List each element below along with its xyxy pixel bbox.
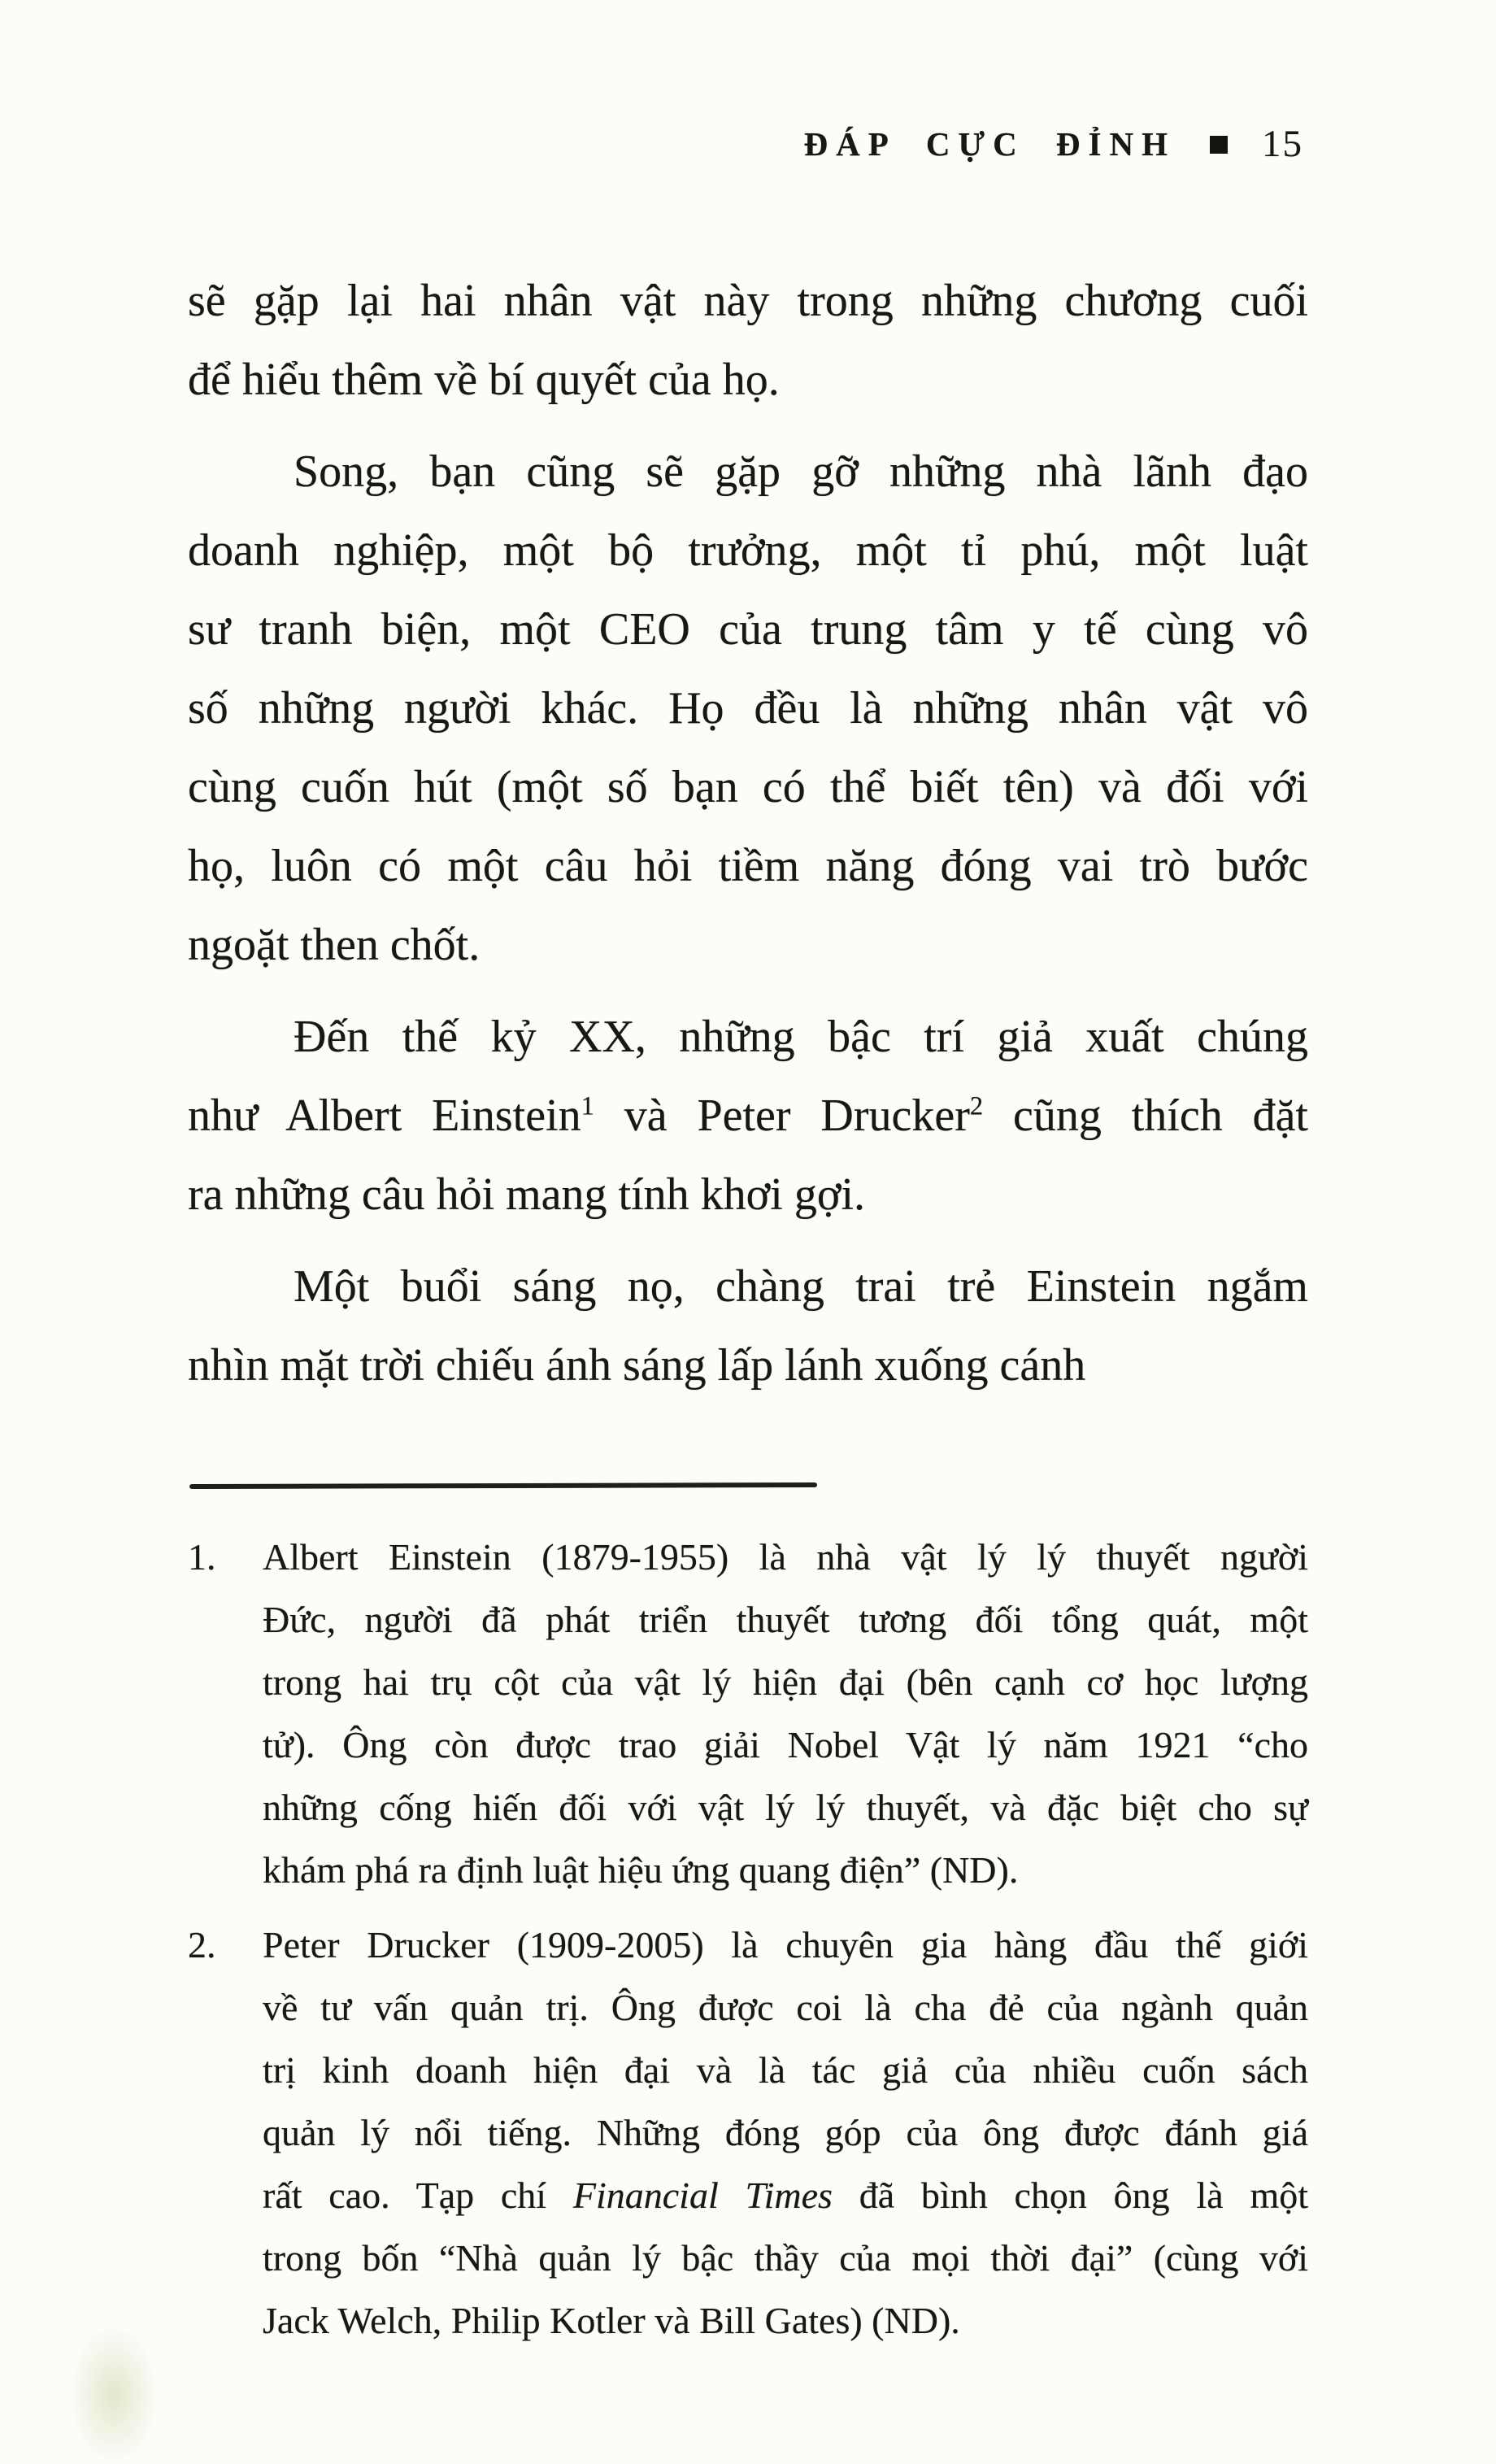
running-header: [804, 122, 1303, 166]
footnote: [188, 1526, 1308, 1901]
italic-text-run: Financial Times: [572, 2175, 833, 2216]
text-run: họ, luôn có một câu hỏi tiềm năng đóng vai trò bước: [188, 841, 1308, 891]
text-run: để hiểu thêm về bí quyết của họ.: [188, 355, 780, 405]
text-line: [188, 590, 1308, 669]
text-run: Đức, người đã phát triển thuyết tương đối tổng quát, một: [263, 1599, 1308, 1640]
text-run: nhìn mặt trời chiếu ánh sáng lấp lánh xuống cánh: [188, 1340, 1086, 1391]
text-run: Đến thế kỷ XX, những bậc trí giả xuất chúng: [294, 1012, 1308, 1062]
text-line: [263, 2039, 1308, 2101]
footnote: [188, 1913, 1308, 2352]
page-number: 15: [1262, 123, 1303, 165]
text-line: [263, 1713, 1308, 1776]
paragraph: [188, 262, 1308, 420]
text-line: [263, 1651, 1308, 1713]
body-text: [188, 262, 1308, 1405]
square-bullet-icon: [1210, 136, 1228, 154]
text-run: Một buổi sáng nọ, chàng trai trẻ Einstein ngắm: [294, 1261, 1308, 1312]
paragraph: [188, 998, 1308, 1234]
text-line: [263, 2101, 1308, 2164]
text-line: [188, 827, 1308, 906]
text-line: [263, 2289, 1308, 2352]
text-line: [188, 1326, 1308, 1405]
text-run: sẽ gặp lại hai nhân vật này trong những chương cuối: [188, 276, 1308, 326]
text-run: tử). Ông còn được trao giải Nobel Vật lý năm 1921 “cho: [263, 1724, 1308, 1765]
text-line: [188, 1156, 1308, 1234]
text-run: rất cao. Tạp chí: [263, 2175, 573, 2216]
text-line: [263, 1839, 1308, 1901]
text-line: [188, 998, 1308, 1077]
text-line: [188, 433, 1308, 512]
chapter-title: ĐÁP CỰC ĐỈNH: [803, 125, 1176, 163]
text-run: cùng cuốn hút (một số bạn có thể biết tên) và đối với: [188, 762, 1308, 812]
text-run: trong hai trụ cột của vật lý hiện đại (bên cạnh cơ học lượng: [263, 1661, 1308, 1703]
text-run: số những người khác. Họ đều là những nhân vật vô: [188, 683, 1308, 734]
text-run: những cống hiến đối với vật lý lý thuyết, và đặc biệt cho sự: [263, 1787, 1308, 1828]
text-line: [263, 1526, 1308, 1588]
footnote-number: 2.: [188, 1924, 216, 1966]
text-run: ngoặt then chốt.: [188, 920, 481, 970]
text-line: [263, 1588, 1308, 1651]
text-run: trong bốn “Nhà quản lý bậc thầy của mọi thời đại” (cùng với: [263, 2237, 1308, 2279]
text-line: [263, 2227, 1308, 2289]
text-run: quản lý nổi tiếng. Những đóng góp của ông được đánh giá: [263, 2112, 1308, 2153]
text-line: [263, 2164, 1308, 2227]
footnote-number: 1.: [188, 1536, 216, 1578]
text-line: [188, 341, 1308, 420]
footnote-reference-superscript: 2: [969, 1091, 984, 1121]
footnotes: [188, 1526, 1308, 2352]
text-run: và Peter Drucker: [594, 1091, 970, 1141]
text-run: Jack Welch, Philip Kotler và Bill Gates) (ND).: [263, 2300, 960, 2341]
text-line: [188, 906, 1308, 985]
text-line: [188, 1077, 1308, 1156]
text-run: cũng thích đặt: [983, 1091, 1308, 1141]
text-line: [263, 1913, 1308, 1976]
text-line: [188, 748, 1308, 827]
paragraph: [188, 1247, 1308, 1405]
text-run: Albert Einstein (1879-1955) là nhà vật lý lý thuyết người: [263, 1536, 1308, 1578]
text-line: [188, 512, 1308, 590]
footnote-reference-superscript: 1: [581, 1091, 594, 1121]
text-run: khám phá ra định luật hiệu ứng quang điện” (ND).: [263, 1849, 1019, 1891]
text-line: [188, 262, 1308, 341]
text-line: [263, 1776, 1308, 1839]
text-run: Peter Drucker (1909-2005) là chuyên gia hàng đầu thế giới: [263, 1924, 1308, 1966]
text-run: Song, bạn cũng sẽ gặp gỡ những nhà lãnh đạo: [294, 446, 1308, 497]
scan-smudge: [69, 2326, 159, 2464]
text-run: đã bình chọn ông là một: [832, 2175, 1308, 2216]
footnote-text: [263, 1913, 1308, 2352]
text-run: doanh nghiệp, một bộ trưởng, một tỉ phú, một luật: [188, 525, 1308, 576]
text-line: [263, 1976, 1308, 2039]
text-run: như Albert Einstein: [188, 1091, 581, 1141]
text-run: sư tranh biện, một CEO của trung tâm y tế cùng vô: [188, 604, 1308, 655]
text-line: [188, 669, 1308, 748]
footnote-text: [263, 1526, 1308, 1901]
text-line: [188, 1247, 1308, 1326]
footnote-separator-rule: [189, 1482, 817, 1489]
text-run: trị kinh doanh hiện đại và là tác giả của nhiều cuốn sách: [263, 2049, 1308, 2091]
paragraph: [188, 433, 1308, 985]
text-run: về tư vấn quản trị. Ông được coi là cha đẻ của ngành quản: [263, 1987, 1308, 2028]
text-run: ra những câu hỏi mang tính khơi gợi.: [188, 1169, 865, 1220]
